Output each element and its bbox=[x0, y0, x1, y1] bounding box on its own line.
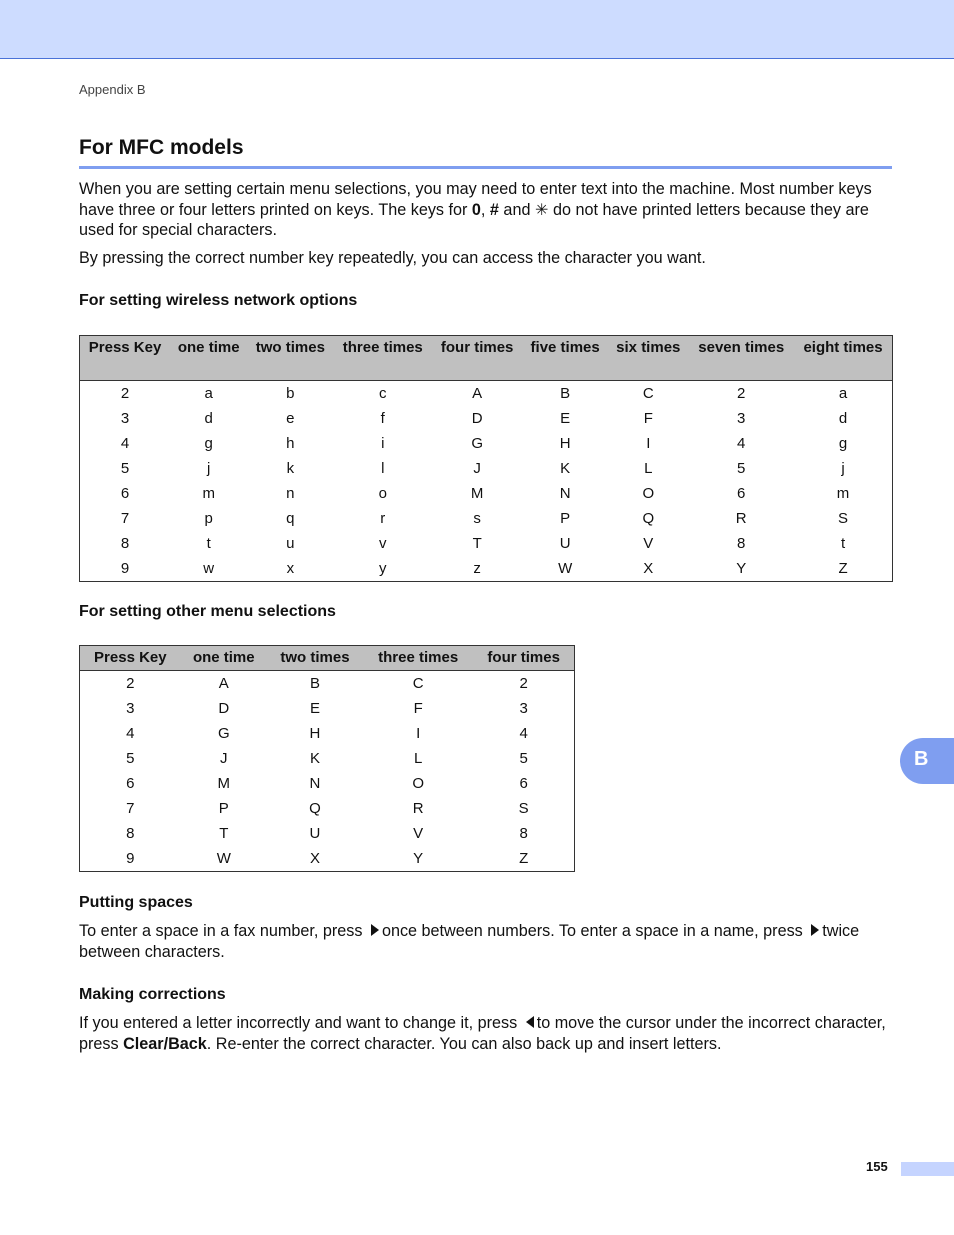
column-header: eight times bbox=[794, 336, 892, 381]
table-cell: N bbox=[309, 775, 321, 792]
page-number: 155 bbox=[866, 1159, 888, 1174]
table-cell: J bbox=[220, 750, 228, 767]
table-cell: K bbox=[560, 460, 571, 477]
table-row bbox=[80, 381, 893, 407]
table-row bbox=[80, 846, 575, 872]
table-cell: M bbox=[470, 485, 484, 502]
table-cell: U bbox=[559, 535, 571, 552]
table-cell: w bbox=[203, 560, 215, 577]
column-header: four times bbox=[432, 336, 522, 381]
putting-spaces-heading: Putting spaces bbox=[79, 894, 193, 911]
column-header: one time bbox=[181, 646, 267, 671]
table-cell: B bbox=[560, 385, 571, 402]
column-header: three times bbox=[333, 336, 432, 381]
table-cell: 5 bbox=[519, 750, 528, 767]
table-row bbox=[80, 821, 575, 846]
table-cell: P bbox=[218, 800, 229, 817]
column-header: two times bbox=[267, 646, 363, 671]
table-cell: Z bbox=[519, 850, 529, 867]
table-cell: 5 bbox=[120, 460, 130, 477]
table-cell: N bbox=[559, 485, 571, 502]
table-cell: 7 bbox=[126, 800, 135, 817]
table-cell: U bbox=[309, 825, 321, 842]
spaces-text-1: To enter a space in a fax number, press bbox=[79, 922, 367, 940]
intro-sep: , bbox=[480, 200, 490, 219]
table-cell: 4 bbox=[126, 725, 135, 742]
column-header: six times bbox=[608, 336, 688, 381]
table-cell: m bbox=[202, 485, 215, 502]
column-header: seven times bbox=[688, 336, 794, 381]
table-cell: 6 bbox=[126, 775, 135, 792]
section-label: Appendix B bbox=[79, 82, 146, 97]
corrections-text-1: If you entered a letter incorrectly and want to change it, press bbox=[79, 1014, 522, 1032]
top-header-band bbox=[0, 0, 954, 59]
table-cell: 8 bbox=[737, 535, 746, 552]
table-cell: g bbox=[204, 435, 213, 452]
table-cell: C bbox=[412, 675, 424, 692]
column-header: Press Key bbox=[80, 646, 181, 671]
table-cell: 9 bbox=[126, 850, 135, 867]
table-cell: l bbox=[381, 460, 385, 477]
appendix-side-tab bbox=[900, 738, 954, 784]
table-cell: j bbox=[207, 460, 211, 477]
table-cell: 8 bbox=[126, 825, 135, 842]
table-cell: X bbox=[643, 560, 654, 577]
intro-paragraph-1 bbox=[79, 179, 894, 241]
wireless-options-table bbox=[79, 335, 893, 582]
table-cell: 6 bbox=[120, 485, 130, 502]
page-title: For MFC models bbox=[79, 136, 244, 159]
table-cell: F bbox=[413, 700, 423, 717]
table-cell: a bbox=[204, 385, 213, 402]
table-cell: 8 bbox=[120, 535, 130, 552]
table-cell: 5 bbox=[126, 750, 135, 767]
corrections-text-2: to move the cursor under the incorrect character, press bbox=[79, 1014, 886, 1053]
table-cell: H bbox=[309, 725, 321, 742]
table-row bbox=[80, 771, 575, 796]
intro-text-b: do not have printed letters because they are used for special characters. bbox=[79, 200, 869, 240]
making-corrections-text bbox=[79, 1013, 894, 1054]
putting-spaces-text bbox=[79, 921, 894, 962]
left-triangle-icon bbox=[526, 1016, 534, 1028]
table-cell: M bbox=[217, 775, 231, 792]
table-cell: 4 bbox=[737, 435, 746, 452]
table-cell: o bbox=[378, 485, 387, 502]
title-rule bbox=[79, 166, 892, 169]
table-cell: 4 bbox=[120, 435, 130, 452]
table-cell: 2 bbox=[120, 385, 130, 402]
table-row bbox=[80, 431, 893, 456]
table-cell: s bbox=[473, 510, 481, 527]
table-row bbox=[80, 506, 893, 531]
corrections-text-3: . Re-enter the correct character. You can also back up and insert letters. bbox=[206, 1034, 722, 1053]
making-corrections-heading: Making corrections bbox=[79, 986, 226, 1003]
table-cell: I bbox=[646, 435, 651, 452]
table-cell: H bbox=[559, 435, 571, 452]
table-cell: S bbox=[518, 800, 529, 817]
table-cell: 6 bbox=[519, 775, 528, 792]
table-cell: b bbox=[286, 385, 295, 402]
column-header: Press Key bbox=[80, 336, 171, 381]
table-cell: x bbox=[286, 560, 295, 577]
table-cell: D bbox=[218, 700, 230, 717]
table-cell: R bbox=[735, 510, 747, 527]
table-cell: Z bbox=[838, 560, 848, 577]
table-cell: Q bbox=[309, 800, 321, 817]
table-cell: 7 bbox=[120, 510, 130, 527]
column-header: one time bbox=[170, 336, 247, 381]
table-cell: 9 bbox=[120, 560, 130, 577]
intro-text-a: When you are setting certain menu selections, you may need to enter text into the machine. Most number keys have three or four letters printed on keys. The keys for bbox=[79, 180, 872, 219]
table-cell: O bbox=[642, 485, 655, 502]
table-header-row bbox=[80, 646, 575, 671]
column-header: two times bbox=[247, 336, 333, 381]
table-cell: J bbox=[473, 460, 481, 477]
table-cell: n bbox=[286, 485, 295, 502]
table-cell: 2 bbox=[519, 675, 528, 692]
table-cell: D bbox=[471, 410, 483, 427]
table-cell: c bbox=[379, 385, 387, 402]
table-cell: L bbox=[644, 460, 653, 477]
table-cell: T bbox=[219, 825, 229, 842]
table-cell: P bbox=[560, 510, 571, 527]
table-cell: 3 bbox=[126, 700, 135, 717]
table-cell: Y bbox=[413, 850, 424, 867]
table-cell: Y bbox=[736, 560, 747, 577]
table-cell: C bbox=[642, 385, 654, 402]
table-cell: 2 bbox=[737, 385, 746, 402]
table-cell: O bbox=[412, 775, 424, 792]
table-cell: A bbox=[472, 385, 483, 402]
table-cell: e bbox=[286, 410, 295, 427]
intro-paragraph-2: By pressing the correct number key repeatedly, you can access the character you want. bbox=[79, 249, 706, 267]
table-cell: Q bbox=[642, 510, 655, 527]
table-cell: k bbox=[286, 460, 295, 477]
table-cell: E bbox=[309, 700, 320, 717]
table-row bbox=[80, 406, 893, 431]
column-header: three times bbox=[363, 646, 473, 671]
table-row bbox=[80, 796, 575, 821]
table-row bbox=[80, 481, 893, 506]
table-cell: I bbox=[416, 725, 421, 742]
table-cell: 3 bbox=[120, 410, 130, 427]
column-header: four times bbox=[473, 646, 574, 671]
table-cell: 4 bbox=[519, 725, 528, 742]
table-cell: t bbox=[840, 535, 846, 552]
table-cell: t bbox=[206, 535, 211, 552]
clear-back-key: Clear/Back bbox=[123, 1034, 207, 1053]
table-cell: q bbox=[286, 510, 295, 527]
table-cell: u bbox=[286, 535, 295, 552]
table-cell: F bbox=[643, 410, 653, 427]
table-cell: E bbox=[560, 410, 571, 427]
spaces-text-3: twice between characters. bbox=[79, 922, 860, 961]
table-cell: A bbox=[218, 675, 229, 692]
table-cell: R bbox=[412, 800, 424, 817]
key-0: 0 bbox=[471, 200, 481, 219]
table-cell: 6 bbox=[737, 485, 746, 502]
table-cell: V bbox=[413, 825, 424, 842]
table-cell: p bbox=[204, 510, 213, 527]
table-cell: S bbox=[838, 510, 849, 527]
table-header-row bbox=[80, 336, 893, 381]
table-row bbox=[80, 531, 893, 556]
table-row bbox=[80, 671, 575, 697]
table-row bbox=[80, 746, 575, 771]
table-cell: B bbox=[309, 675, 320, 692]
table-cell: m bbox=[836, 485, 850, 502]
table-cell: d bbox=[204, 410, 213, 427]
right-triangle-icon bbox=[811, 924, 819, 936]
table-cell: r bbox=[380, 510, 386, 527]
table-cell: a bbox=[838, 385, 848, 402]
page-number-bar bbox=[901, 1162, 954, 1176]
table-cell: W bbox=[216, 850, 231, 867]
table-cell: h bbox=[286, 435, 295, 452]
table-cell: 3 bbox=[737, 410, 746, 427]
other-menu-table bbox=[79, 645, 575, 872]
table-cell: 2 bbox=[126, 675, 135, 692]
table-cell: W bbox=[558, 560, 573, 577]
table-cell: v bbox=[379, 535, 387, 552]
table-cell: i bbox=[381, 435, 385, 452]
table-cell: G bbox=[217, 725, 230, 742]
table-cell: L bbox=[414, 750, 423, 767]
table-cell: y bbox=[379, 560, 387, 577]
intro-and: and bbox=[498, 200, 535, 219]
other-menu-heading: For setting other menu selections bbox=[79, 603, 336, 620]
table-cell: d bbox=[838, 410, 848, 427]
table-cell: K bbox=[309, 750, 320, 767]
wireless-heading: For setting wireless network options bbox=[79, 292, 358, 309]
star-key-icon: ✳ bbox=[534, 200, 549, 219]
table-cell: 8 bbox=[519, 825, 528, 842]
right-triangle-icon bbox=[371, 924, 379, 936]
key-hash: # bbox=[489, 200, 499, 219]
column-header: five times bbox=[522, 336, 608, 381]
table-row bbox=[80, 696, 575, 721]
table-cell: X bbox=[309, 850, 320, 867]
table-row bbox=[80, 456, 893, 481]
spaces-text-2: once between numbers. To enter a space in a name, press bbox=[381, 922, 808, 940]
table-cell: g bbox=[838, 435, 848, 452]
table-cell: V bbox=[643, 535, 654, 552]
table-cell: G bbox=[471, 435, 483, 452]
table-row bbox=[80, 556, 893, 582]
table-cell: T bbox=[472, 535, 482, 552]
table-cell: j bbox=[841, 460, 845, 477]
table-row bbox=[80, 721, 575, 746]
table-cell: 5 bbox=[737, 460, 746, 477]
table-cell: z bbox=[473, 560, 481, 577]
table-cell: f bbox=[380, 410, 385, 427]
side-tab-label: B bbox=[914, 748, 929, 770]
table-cell: 3 bbox=[519, 700, 528, 717]
